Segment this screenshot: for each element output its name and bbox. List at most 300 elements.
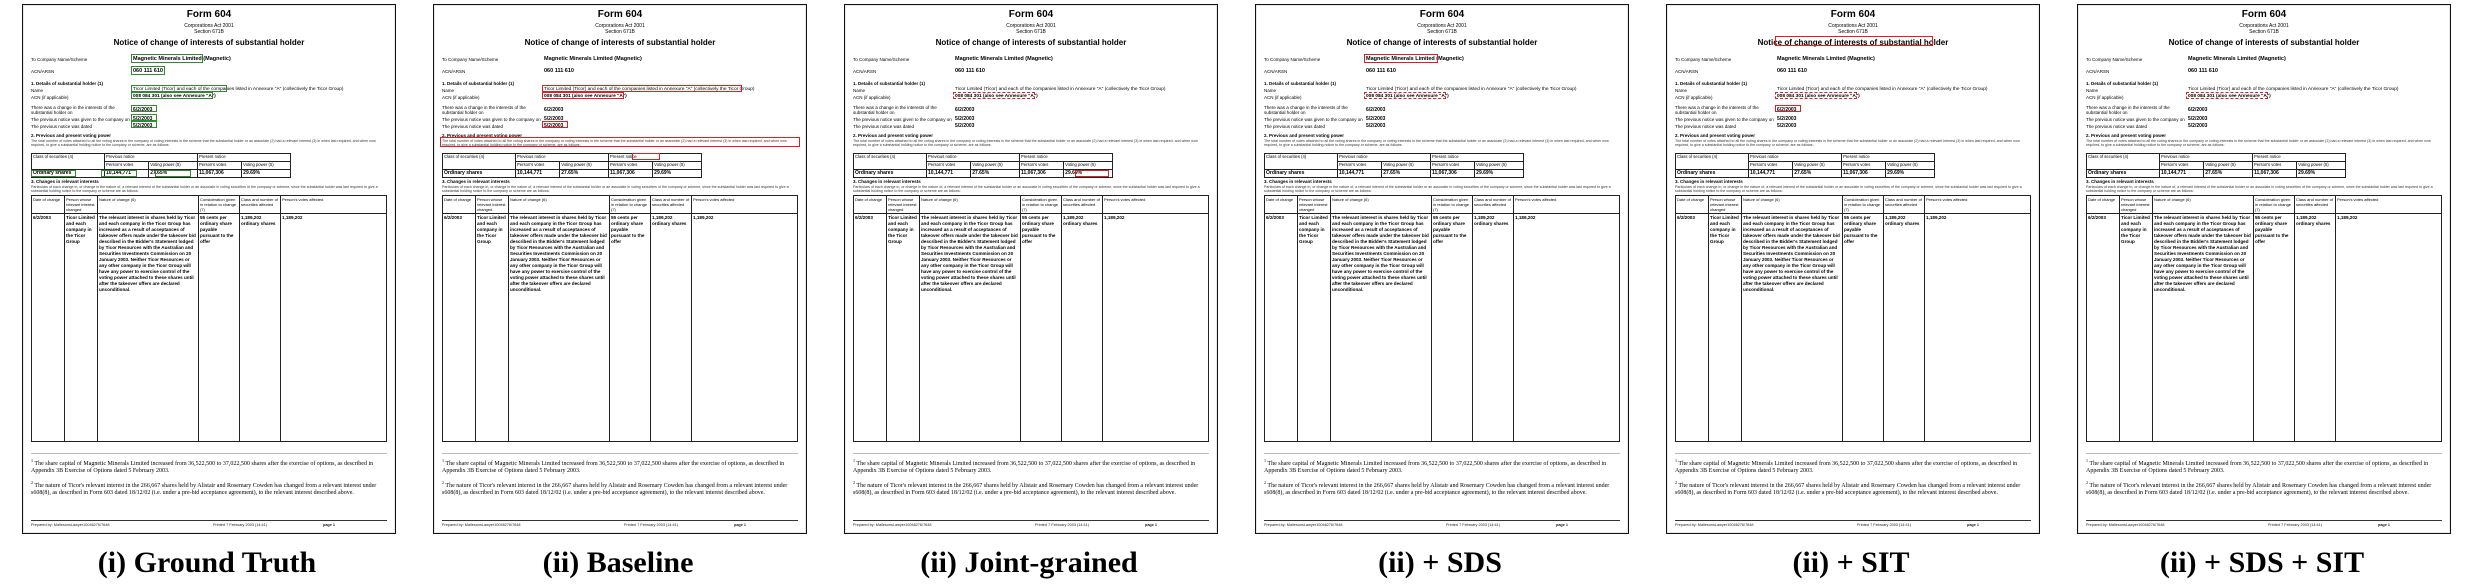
vp-prev-power-cell: 27.65% (2204, 170, 2253, 178)
section-2-paragraph: The total number of votes attached to all the voting shares in the company or voting interests in the scheme that the substantial holder or an associate (2) had a relevant interest (3) in when last required, and when now required, to give a substantial holding notice to the company or scheme, are as follows: (31, 139, 376, 148)
gt-acn-box (131, 66, 165, 75)
form-subtitle-section: Section 671B (1838, 29, 1868, 35)
voting-power-table (442, 153, 702, 178)
panel-caption: (ii) Baseline (542, 546, 694, 579)
company-name: Magnetic Minerals Limited (Magnetic) (1366, 56, 1464, 62)
footer-printed: Printed 7 February 2003 (14:41) (1857, 523, 1912, 527)
vp-col-present: Present notice (608, 154, 701, 162)
ch-h-consideration: Consideration given in relation to change (7) (1021, 196, 1062, 214)
changes-table (1264, 195, 1620, 442)
date-notice-dated: 5/2/2003 (2188, 123, 2208, 129)
section-3-heading: 3. Changes in relevant interests (1264, 179, 1332, 184)
footnote-1-text: The share capital of Magnetic Minerals Limited increased from 36,522,500 to 37,022,500 shares after the exercise of options, as described in Appendix 3B Exercise of Options dated 5 February 2003. (442, 461, 785, 475)
name-label: Name (442, 88, 455, 93)
ch-h-date: Date of change (1265, 196, 1298, 214)
vp-prev-votes-cell: 10,144,771 (105, 170, 149, 178)
name-label: Name (853, 88, 866, 93)
form-subtitle-act: Corporations Act 2001 (1417, 23, 1467, 29)
form-subtitle-act: Corporations Act 2001 (184, 23, 234, 29)
change-label-1: There was a change in the interests of the (442, 105, 526, 110)
footnote-divider (853, 453, 1209, 454)
footnote-divider (1675, 453, 2031, 454)
ch-votes-cell: 1,189,202 (281, 214, 387, 442)
footnote-1: $^1$ The share capital of Magnetic Minerals Limited increased from 36,522,500 to 37,022,500 shares after the exercise of options, as described in Appendix 3B Exercise of Options dated 5 February 2003. (1675, 458, 2018, 475)
vp-sub-pres-votes: Person's votes (2252, 162, 2296, 170)
form-604-page (433, 4, 807, 534)
ch-h-date: Date of change (443, 196, 476, 214)
ch-class-cell: 1,189,202 ordinary shares (1062, 214, 1103, 442)
vp-col-class: Class of securities (4) (1265, 154, 1338, 170)
to-company-label: To Company Name/Scheme (31, 57, 88, 62)
ch-nature-cell: The relevant interest in shares held by Ticor and each company in the Ticor Group has increased as a result of acceptances of takeover offers made under the takeover bid described in the Bidder's Statement lodged by Ticor Resources with the Australian and Securities Investments Commission on 20 January 2003. Neither Ticor Resources or any other company in the Ticor Group will have any power to exercise control of the voting power attached to these shares until after the takeover offers are declared unconditional. (1742, 214, 1843, 442)
company-name: Magnetic Minerals Limited (Magnetic) (955, 56, 1053, 62)
date-notice-given: 5/2/2003 (2188, 116, 2208, 122)
footnote-1: $^1$ The share capital of Magnetic Minerals Limited increased from 36,522,500 to 37,022,500 shares after the exercise of options, as described in Appendix 3B Exercise of Options dated 5 February 2003. (442, 458, 785, 475)
date-notice-given: 5/2/2003 (133, 116, 153, 122)
ch-nature-cell: The relevant interest in shares held by Ticor and each company in the Ticor Group has increased as a result of acceptances of takeover offers made under the takeover bid described in the Bidder's Statement lodged by Ticor Resources with the Australian and Securities Investments Commission on 20 January 2003. Neither Ticor Resources or any other company in the Ticor Group will have any power to exercise control of the voting power attached to these shares until after the takeover offers are declared unconditional. (98, 214, 199, 442)
section-1-heading: 1. Details of substantial holder (1) (2086, 81, 2159, 86)
pred-paragraph-box (440, 137, 800, 147)
prev-notice-dated-label: The previous notice was dated (853, 124, 915, 129)
form-604-page (1255, 4, 1629, 534)
acn-label: ACN/ARSN (853, 69, 877, 74)
form-title: Form 604 (2241, 9, 2287, 20)
ch-h-class: Class and number of securities affected (1062, 196, 1103, 214)
ch-votes-cell: 1,189,202 (2336, 214, 2442, 442)
prev-notice-dated-label: The previous notice was dated (442, 124, 504, 129)
form-subtitle-act: Corporations Act 2001 (1828, 23, 1878, 29)
date-notice-dated: 5/2/2003 (544, 123, 564, 129)
form-604-page (1666, 4, 2040, 534)
footer-divider (1675, 520, 2031, 521)
company-name: Magnetic Minerals Limited (Magnetic) (2188, 56, 2286, 62)
vp-col-class: Class of securities (4) (854, 154, 927, 170)
footnote-1: $^1$ The share capital of Magnetic Minerals Limited increased from 36,522,500 to 37,022,500 shares after the exercise of options, as described in Appendix 3B Exercise of Options dated 5 February 2003. (31, 458, 374, 475)
holder-name: Ticor Limited (Ticor) and each of the companies listed in Annexure "A" (collectively the Ticor Group) (1366, 87, 1577, 92)
vp-sub-pres-power: Voting power (5) (2297, 162, 2346, 170)
ch-h-nature: Nature of change (6) (98, 196, 199, 214)
holder-name: Ticor Limited (Ticor) and each of the companies listed in Annexure "A" (collectively the Ticor Group) (133, 87, 344, 92)
vp-col-previous: Previous notice (516, 154, 609, 162)
company-name: Magnetic Minerals Limited (Magnetic) (133, 56, 231, 62)
vp-pres-votes-cell: 11,067,306 (197, 170, 241, 178)
date-notice-dated: 5/2/2003 (1777, 123, 1797, 129)
pred-holder-acn-box (953, 92, 1035, 99)
ch-class-cell: 1,189,202 ordinary shares (651, 214, 692, 442)
date-notice-given: 5/2/2003 (1777, 116, 1797, 122)
vp-col-previous: Previous notice (105, 154, 198, 162)
ch-person-cell: Ticor Limited and each company in the Ticor Group (476, 214, 509, 442)
footnote-1-text: The share capital of Magnetic Minerals Limited increased from 36,522,500 to 37,022,500 shares after the exercise of options, as described in Appendix 3B Exercise of Options dated 5 February 2003. (853, 461, 1196, 475)
acn-if-applicable-label: ACN (if applicable) (1264, 95, 1302, 100)
date-notice-dated: 5/2/2003 (1366, 123, 1386, 129)
ch-h-class: Class and number of securities affected (651, 196, 692, 214)
pred-notice-title-box (1775, 36, 1933, 46)
panel-caption: (i) Ground Truth (97, 546, 317, 579)
vp-class-cell: Ordinary shares (2087, 170, 2160, 178)
ch-h-class: Class and number of securities affected (1473, 196, 1514, 214)
footnote-2-text: The nature of Ticor's relevant interest in the 266,667 shares held by Alistair and Rosemary Cowden has changed from a relevant interest under s608(8), as described in Form 603 dated 18/12/02 (i.e. under a pre-bid acceptance agreement), to the relevant interest described above. (853, 483, 1199, 497)
vp-prev-power-cell: 27.65% (971, 170, 1020, 178)
date-of-change: 6/2/2003 (133, 107, 153, 113)
voting-power-table (1264, 153, 1524, 178)
vp-prev-votes-cell: 10,144,771 (1338, 170, 1382, 178)
notice-title: Notice of change of interests of substantial holder (524, 38, 716, 47)
gt-class-box (31, 170, 76, 177)
gt-holder-name-box (131, 85, 227, 92)
ch-h-votes: Person's votes affected (1103, 196, 1209, 214)
form-604-page (844, 4, 1218, 534)
acn-label: ACN/ARSN (1675, 69, 1699, 74)
footer-page: page 1 (734, 523, 747, 527)
gt-company-name-box (131, 54, 203, 63)
voting-power-table (853, 153, 1113, 178)
vp-prev-power-cell: 27.65% (1793, 170, 1842, 178)
acn-value: 060 111 610 (1366, 68, 1396, 74)
footer-page: page 1 (1556, 523, 1569, 527)
vp-col-present: Present notice (1430, 154, 1523, 162)
form-subtitle-act: Corporations Act 2001 (2239, 23, 2289, 29)
section-1-heading: 1. Details of substantial holder (1) (853, 81, 926, 86)
ch-consideration-cell: 55 cents per ordinary share payable pursuant to the offer (1843, 214, 1884, 442)
ch-h-nature: Nature of change (6) (1331, 196, 1432, 214)
ch-h-votes: Person's votes affected (692, 196, 798, 214)
footer-divider (1264, 520, 1620, 521)
acn-if-applicable-label: ACN (if applicable) (2086, 95, 2124, 100)
ch-h-consideration: Consideration given in relation to change (7) (610, 196, 651, 214)
section-1-heading: 1. Details of substantial holder (1) (1264, 81, 1337, 86)
footnote-2: $^2$ The nature of Ticor's relevant interest in the 266,667 shares held by Alistair and Rosemary Cowden has changed from a relevant interest under s608(8), as described in Form 603 dated 18/12/02 (i.e. under a pre-bid acceptance agreement), to the relevant interest described above. (2086, 480, 2432, 497)
footnote-1-text: The share capital of Magnetic Minerals Limited increased from 36,522,500 to 37,022,500 shares after the exercise of options, as described in Appendix 3B Exercise of Options dated 5 February 2003. (31, 461, 374, 475)
name-label: Name (2086, 88, 2099, 93)
vp-pres-votes-cell: 11,067,306 (1430, 170, 1474, 178)
footer-divider (31, 520, 387, 521)
vp-sub-prev-power: Voting power (5) (1793, 162, 1842, 170)
prev-notice-dated-label: The previous notice was dated (2086, 124, 2148, 129)
vp-sub-prev-power: Voting power (5) (149, 162, 198, 170)
ch-date-cell: 6/2/2003 (1676, 214, 1709, 442)
ch-class-cell: 1,189,202 ordinary shares (1473, 214, 1514, 442)
notice-title: Notice of change of interests of substantial holder (113, 38, 305, 47)
footer-prepared-by: Prepared by: MallesonsLawyer10046276/7648 (853, 523, 932, 527)
ch-class-cell: 1,189,202 ordinary shares (1884, 214, 1925, 442)
pred-company-name-box (1364, 54, 1438, 63)
ch-person-cell: Ticor Limited and each company in the Ticor Group (887, 214, 920, 442)
acn-value: 060 111 610 (544, 68, 574, 74)
form-title: Form 604 (186, 9, 232, 20)
ch-h-votes: Person's votes affected (2336, 196, 2442, 214)
section-2-heading: 2. Previous and present voting power (2086, 133, 2167, 138)
footnote-2: $^2$ The nature of Ticor's relevant interest in the 266,667 shares held by Alistair and Rosemary Cowden has changed from a relevant interest under s608(8), as described in Form 603 dated 18/12/02 (i.e. under a pre-bid acceptance agreement), to the relevant interest described above. (442, 480, 788, 497)
vp-sub-pres-votes: Person's votes (608, 162, 652, 170)
ch-date-cell: 6/2/2003 (1265, 214, 1298, 442)
vp-col-previous: Previous notice (2160, 154, 2253, 162)
changes-table (1675, 195, 2031, 442)
section-3-paragraph: Particulars of each change in, or change in the nature of, a relevant interest of the substantial holder or an associate in voting securities of the company or scheme, since the substantial holder was last required to give a substantial holding notice to the company or scheme are as follows: (2086, 185, 2433, 194)
vp-pres-power-cell: 29.69% (1886, 170, 1935, 178)
prev-notice-dated-label: The previous notice was dated (1264, 124, 1326, 129)
vp-sub-prev-power: Voting power (5) (560, 162, 609, 170)
section-3-paragraph: Particulars of each change in, or change in the nature of, a relevant interest of the substantial holder or an associate in voting securities of the company or scheme, since the substantial holder was last required to give a substantial holding notice to the company or scheme are as follows: (31, 185, 378, 194)
vp-col-present: Present notice (1019, 154, 1112, 162)
section-2-heading: 2. Previous and present voting power (1675, 133, 1756, 138)
vp-prev-votes-cell: 10,144,771 (516, 170, 560, 178)
holder-name: Ticor Limited (Ticor) and each of the companies listed in Annexure "A" (collectively the Ticor Group) (955, 87, 1166, 92)
date-notice-given: 5/2/2003 (955, 116, 975, 122)
ch-person-cell: Ticor Limited and each company in the Ticor Group (2120, 214, 2153, 442)
footnote-2-text: The nature of Ticor's relevant interest in the 266,667 shares held by Alistair and Rosemary Cowden has changed from a relevant interest under s608(8), as described in Form 603 dated 18/12/02 (i.e. under a pre-bid acceptance agreement), to the relevant interest described above. (442, 483, 788, 497)
vp-pres-power-cell: 29.69% (653, 170, 702, 178)
form-title: Form 604 (1830, 9, 1876, 20)
footnote-2-text: The nature of Ticor's relevant interest in the 266,667 shares held by Alistair and Rosemary Cowden has changed from a relevant interest under s608(8), as described in Form 603 dated 18/12/02 (i.e. under a pre-bid acceptance agreement), to the relevant interest described above. (1264, 483, 1610, 497)
comparison-figure (12, 0, 2464, 587)
vp-sub-pres-votes: Person's votes (1430, 162, 1474, 170)
panel-caption: (ii) + SIT (1792, 546, 1910, 579)
panel-6 (2067, 0, 2457, 587)
acn-value: 060 111 610 (133, 68, 163, 74)
vp-sub-pres-votes: Person's votes (1841, 162, 1885, 170)
pred-holder-acn-box (1775, 92, 1857, 99)
panel-2 (423, 0, 813, 587)
holder-acn: 008 084 301 (also see Annexure "A") (1777, 94, 1860, 99)
vp-class-cell: Ordinary shares (32, 170, 105, 178)
footnote-divider (2086, 453, 2442, 454)
change-label-1: There was a change in the interests of the (2086, 105, 2170, 110)
vp-pres-power-cell: 29.69% (2297, 170, 2346, 178)
footnote-2: $^2$ The nature of Ticor's relevant interest in the 266,667 shares held by Alistair and Rosemary Cowden has changed from a relevant interest under s608(8), as described in Form 603 dated 18/12/02 (i.e. under a pre-bid acceptance agreement), to the relevant interest described above. (31, 480, 377, 497)
vp-prev-power-cell: 27.65% (560, 170, 609, 178)
ch-h-nature: Nature of change (6) (920, 196, 1021, 214)
date-of-change: 6/2/2003 (1777, 107, 1797, 113)
panel-caption: (ii) + SDS (1378, 546, 1502, 579)
change-label-1: There was a change in the interests of the (1264, 105, 1348, 110)
name-label: Name (1675, 88, 1688, 93)
name-label: Name (31, 88, 44, 93)
vp-sub-prev-votes: Person's votes (1749, 162, 1793, 170)
vp-pres-power-cell: 29.69% (242, 170, 291, 178)
form-subtitle-section: Section 671B (605, 29, 635, 35)
vp-col-previous: Previous notice (927, 154, 1020, 162)
vp-col-previous: Previous notice (1338, 154, 1431, 162)
pred-holder-name-box (542, 85, 742, 92)
holder-acn: 008 084 301 (also see Annexure "A") (1366, 94, 1449, 99)
footnote-2-text: The nature of Ticor's relevant interest in the 266,667 shares held by Alistair and Rosemary Cowden has changed from a relevant interest under s608(8), as described in Form 603 dated 18/12/02 (i.e. under a pre-bid acceptance agreement), to the relevant interest described above. (31, 483, 377, 497)
change-label-2: substantial holder on (853, 110, 895, 115)
pred-holder-acn-box (542, 92, 624, 99)
acn-value: 060 111 610 (955, 68, 985, 74)
section-3-heading: 3. Changes in relevant interests (31, 179, 99, 184)
section-1-heading: 1. Details of substantial holder (1) (31, 81, 104, 86)
section-2-paragraph: The total number of votes attached to all the voting shares in the company or voting interests in the scheme that the substantial holder or an associate (2) had a relevant interest (3) in when last required, and when now required, to give a substantial holding notice to the company or scheme, are as follows: (1264, 139, 1609, 148)
vp-sub-pres-power: Voting power (5) (1886, 162, 1935, 170)
gt-date-dated-box (131, 121, 157, 128)
vp-sub-pres-power: Voting power (5) (1064, 162, 1113, 170)
ch-h-date: Date of change (32, 196, 65, 214)
pred-date-dated-box (542, 121, 568, 128)
footer-printed: Printed 7 February 2003 (14:41) (1035, 523, 1090, 527)
date-notice-dated: 5/2/2003 (955, 123, 975, 129)
section-2-heading: 2. Previous and present voting power (442, 133, 523, 138)
footer-divider (853, 520, 1209, 521)
vp-pres-votes-cell: 11,067,306 (1841, 170, 1885, 178)
acn-if-applicable-label: ACN (if applicable) (442, 95, 480, 100)
ch-person-cell: Ticor Limited and each company in the Ticor Group (1298, 214, 1331, 442)
vp-col-present: Present notice (1841, 154, 1934, 162)
ch-h-votes: Person's votes affected (1925, 196, 2031, 214)
name-label: Name (1264, 88, 1277, 93)
ch-nature-cell: The relevant interest in shares held by Ticor and each company in the Ticor Group has increased as a result of acceptances of takeover offers made under the takeover bid described in the Bidder's Statement lodged by Ticor Resources with the Australian and Securities Investments Commission on 20 January 2003. Neither Ticor Resources or any other company in the Ticor Group will have any power to exercise control of the voting power attached to these shares until after the takeover offers are declared unconditional. (920, 214, 1021, 442)
vp-col-class: Class of securities (4) (1676, 154, 1749, 170)
changes-table (853, 195, 1209, 442)
prev-notice-given-label: The previous notice was given to the company on (1264, 117, 1363, 122)
footer-page: page 1 (1145, 523, 1158, 527)
footer-page: page 1 (2378, 523, 2391, 527)
pred-date-change-box (1775, 105, 1801, 112)
ch-h-votes: Person's votes affected (281, 196, 387, 214)
footnote-divider (442, 453, 798, 454)
date-notice-dated: 5/2/2003 (133, 123, 153, 129)
form-subtitle-section: Section 671B (1016, 29, 1046, 35)
pred-present-header-box (632, 153, 660, 160)
company-name: Magnetic Minerals Limited (Magnetic) (544, 56, 642, 62)
ch-nature-cell: The relevant interest in shares held by Ticor and each company in the Ticor Group has increased as a result of acceptances of takeover offers made under the takeover bid described in the Bidder's Statement lodged by Ticor Resources with the Australian and Securities Investments Commission on 20 January 2003. Neither Ticor Resources or any other company in the Ticor Group will have any power to exercise control of the voting power attached to these shares until after the takeover offers are declared unconditional. (2153, 214, 2254, 442)
pred-present-power-box (1075, 170, 1109, 177)
company-name: Magnetic Minerals Limited (Magnetic) (1777, 56, 1875, 62)
vp-sub-pres-votes: Person's votes (1019, 162, 1063, 170)
vp-sub-pres-power: Voting power (5) (242, 162, 291, 170)
section-3-paragraph: Particulars of each change in, or change in the nature of, a relevant interest of the substantial holder or an associate in voting securities of the company or scheme, since the substantial holder was last required to give a substantial holding notice to the company or scheme are as follows: (442, 185, 789, 194)
vp-class-cell: Ordinary shares (1676, 170, 1749, 178)
pred-holder-acn-box (2186, 92, 2268, 99)
footer-printed: Printed 7 February 2003 (14:41) (213, 523, 268, 527)
acn-if-applicable-label: ACN (if applicable) (31, 95, 69, 100)
form-title: Form 604 (1419, 9, 1465, 20)
ch-h-person: Person whose relevant interest changed (1709, 196, 1742, 214)
gt-date-change-box (131, 105, 157, 112)
ch-date-cell: 6/2/2003 (2087, 214, 2120, 442)
form-title: Form 604 (597, 9, 643, 20)
vp-prev-votes-cell: 10,144,771 (1749, 170, 1793, 178)
footnote-1: $^1$ The share capital of Magnetic Minerals Limited increased from 36,522,500 to 37,022,500 shares after the exercise of options, as described in Appendix 3B Exercise of Options dated 5 February 2003. (2086, 458, 2429, 475)
footer-prepared-by: Prepared by: MallesonsLawyer10046276/7648 (2086, 523, 2165, 527)
holder-name: Ticor Limited (Ticor) and each of the companies listed in Annexure "A" (collectively the Ticor Group) (544, 87, 755, 92)
footnote-2-text: The nature of Ticor's relevant interest in the 266,667 shares held by Alistair and Rosemary Cowden has changed from a relevant interest under s608(8), as described in Form 603 dated 18/12/02 (i.e. under a pre-bid acceptance agreement), to the relevant interest described above. (2086, 483, 2432, 497)
change-label-1: There was a change in the interests of the (853, 105, 937, 110)
panel-1 (12, 0, 402, 587)
vp-class-cell: Ordinary shares (1265, 170, 1338, 178)
to-company-label: To Company Name/Scheme (442, 57, 499, 62)
prev-notice-dated-label: The previous notice was dated (31, 124, 93, 129)
ch-h-person: Person whose relevant interest changed (65, 196, 98, 214)
ch-consideration-cell: 55 cents per ordinary share payable pursuant to the offer (610, 214, 651, 442)
vp-sub-prev-votes: Person's votes (516, 162, 560, 170)
change-label-2: substantial holder on (442, 110, 484, 115)
date-notice-given: 5/2/2003 (544, 116, 564, 122)
section-2-heading: 2. Previous and present voting power (853, 133, 934, 138)
section-1-heading: 1. Details of substantial holder (1) (1675, 81, 1748, 86)
footer-printed: Printed 7 February 2003 (14:41) (2268, 523, 2323, 527)
panel-5 (1656, 0, 2046, 587)
ch-person-cell: Ticor Limited and each company in the Ticor Group (65, 214, 98, 442)
footer-prepared-by: Prepared by: MallesonsLawyer10046276/7648 (442, 523, 521, 527)
ch-h-person: Person whose relevant interest changed (1298, 196, 1331, 214)
prev-notice-given-label: The previous notice was given to the company on (853, 117, 952, 122)
ch-votes-cell: 1,189,202 (1925, 214, 2031, 442)
ch-h-nature: Nature of change (6) (2153, 196, 2254, 214)
notice-title: Notice of change of interests of substantial holder (2168, 38, 2360, 47)
date-of-change: 6/2/2003 (1366, 107, 1386, 113)
footnote-2: $^2$ The nature of Ticor's relevant interest in the 266,667 shares held by Alistair and Rosemary Cowden has changed from a relevant interest under s608(8), as described in Form 603 dated 18/12/02 (i.e. under a pre-bid acceptance agreement), to the relevant interest described above. (1264, 480, 1610, 497)
vp-sub-prev-power: Voting power (5) (1382, 162, 1431, 170)
notice-title: Notice of change of interests of substantial holder (935, 38, 1127, 47)
vp-sub-prev-votes: Person's votes (1338, 162, 1382, 170)
vp-prev-power-cell: 27.65% (1382, 170, 1431, 178)
ch-h-nature: Nature of change (6) (1742, 196, 1843, 214)
ch-nature-cell: The relevant interest in shares held by Ticor and each company in the Ticor Group has increased as a result of acceptances of takeover offers made under the takeover bid described in the Bidder's Statement lodged by Ticor Resources with the Australian and Securities Investments Commission on 20 January 2003. Neither Ticor Resources or any other company in the Ticor Group will have any power to exercise control of the voting power attached to these shares until after the takeover offers are declared unconditional. (509, 214, 610, 442)
footnote-2: $^2$ The nature of Ticor's relevant interest in the 266,667 shares held by Alistair and Rosemary Cowden has changed from a relevant interest under s608(8), as described in Form 603 dated 18/12/02 (i.e. under a pre-bid acceptance agreement), to the relevant interest described above. (1675, 480, 2021, 497)
vp-sub-pres-power: Voting power (5) (653, 162, 702, 170)
vp-sub-pres-votes: Person's votes (197, 162, 241, 170)
ch-consideration-cell: 55 cents per ordinary share payable pursuant to the offer (199, 214, 240, 442)
ch-h-nature: Nature of change (6) (509, 196, 610, 214)
date-notice-given: 5/2/2003 (1366, 116, 1386, 122)
prev-notice-given-label: The previous notice was given to the company on (1675, 117, 1774, 122)
form-604-page (22, 4, 396, 534)
vp-sub-prev-votes: Person's votes (2160, 162, 2204, 170)
ch-h-class: Class and number of securities affected (240, 196, 281, 214)
footnote-1: $^1$ The share capital of Magnetic Minerals Limited increased from 36,522,500 to 37,022,500 shares after the exercise of options, as described in Appendix 3B Exercise of Options dated 5 February 2003. (1264, 458, 1607, 475)
section-3-heading: 3. Changes in relevant interests (442, 179, 510, 184)
vp-pres-power-cell: 29.69% (1064, 170, 1113, 178)
section-3-paragraph: Particulars of each change in, or change in the nature of, a relevant interest of the substantial holder or an associate in voting securities of the company or scheme, since the substantial holder was last required to give a substantial holding notice to the company or scheme are as follows: (1264, 185, 1611, 194)
panel-4 (1245, 0, 1635, 587)
vp-class-cell: Ordinary shares (443, 170, 516, 178)
to-company-label: To Company Name/Scheme (1264, 57, 1321, 62)
footnote-1-text: The share capital of Magnetic Minerals Limited increased from 36,522,500 to 37,022,500 shares after the exercise of options, as described in Appendix 3B Exercise of Options dated 5 February 2003. (1675, 461, 2018, 475)
panel-caption: (ii) + SDS + SIT (2159, 546, 2365, 579)
form-subtitle-act: Corporations Act 2001 (1006, 23, 1056, 29)
voting-power-table (1675, 153, 1935, 178)
vp-prev-votes-cell: 10,144,771 (927, 170, 971, 178)
vp-pres-votes-cell: 11,067,306 (608, 170, 652, 178)
acn-label: ACN/ARSN (1264, 69, 1288, 74)
date-of-change: 6/2/2003 (955, 107, 975, 113)
footer-prepared-by: Prepared by: MallesonsLawyer10046276/7648 (1675, 523, 1754, 527)
date-of-change: 6/2/2003 (2188, 107, 2208, 113)
ch-h-person: Person whose relevant interest changed (2120, 196, 2153, 214)
panel-caption: (ii) Joint-grained (920, 546, 1138, 579)
section-2-paragraph: The total number of votes attached to all the voting shares in the company or voting interests in the scheme that the substantial holder or an associate (2) had a relevant interest (3) in when last required, and when now required, to give a substantial holding notice to the company or scheme, are as follows: (1675, 139, 2020, 148)
vp-sub-prev-power: Voting power (5) (971, 162, 1020, 170)
to-company-label: To Company Name/Scheme (853, 57, 910, 62)
ch-h-consideration: Consideration given in relation to change (7) (1843, 196, 1884, 214)
ch-h-date: Date of change (854, 196, 887, 214)
notice-title: Notice of change of interests of substantial holder (1346, 38, 1538, 47)
section-3-heading: 3. Changes in relevant interests (853, 179, 921, 184)
section-3-paragraph: Particulars of each change in, or change in the nature of, a relevant interest of the substantial holder or an associate in voting securities of the company or scheme, since the substantial holder was last required to give a substantial holding notice to the company or scheme are as follows: (1675, 185, 2022, 194)
notice-title: Notice of change of interests of substantial holder (1757, 38, 1949, 47)
change-label-2: substantial holder on (2086, 110, 2128, 115)
footer-prepared-by: Prepared by: MallesonsLawyer10046276/7648 (31, 523, 110, 527)
change-label-2: substantial holder on (1264, 110, 1306, 115)
acn-if-applicable-label: ACN (if applicable) (853, 95, 891, 100)
ch-h-date: Date of change (2087, 196, 2120, 214)
panel-3 (834, 0, 1224, 587)
footer-divider (442, 520, 798, 521)
acn-if-applicable-label: ACN (if applicable) (1675, 95, 1713, 100)
change-label-1: There was a change in the interests of the (31, 105, 115, 110)
prev-notice-dated-label: The previous notice was dated (1675, 124, 1737, 129)
